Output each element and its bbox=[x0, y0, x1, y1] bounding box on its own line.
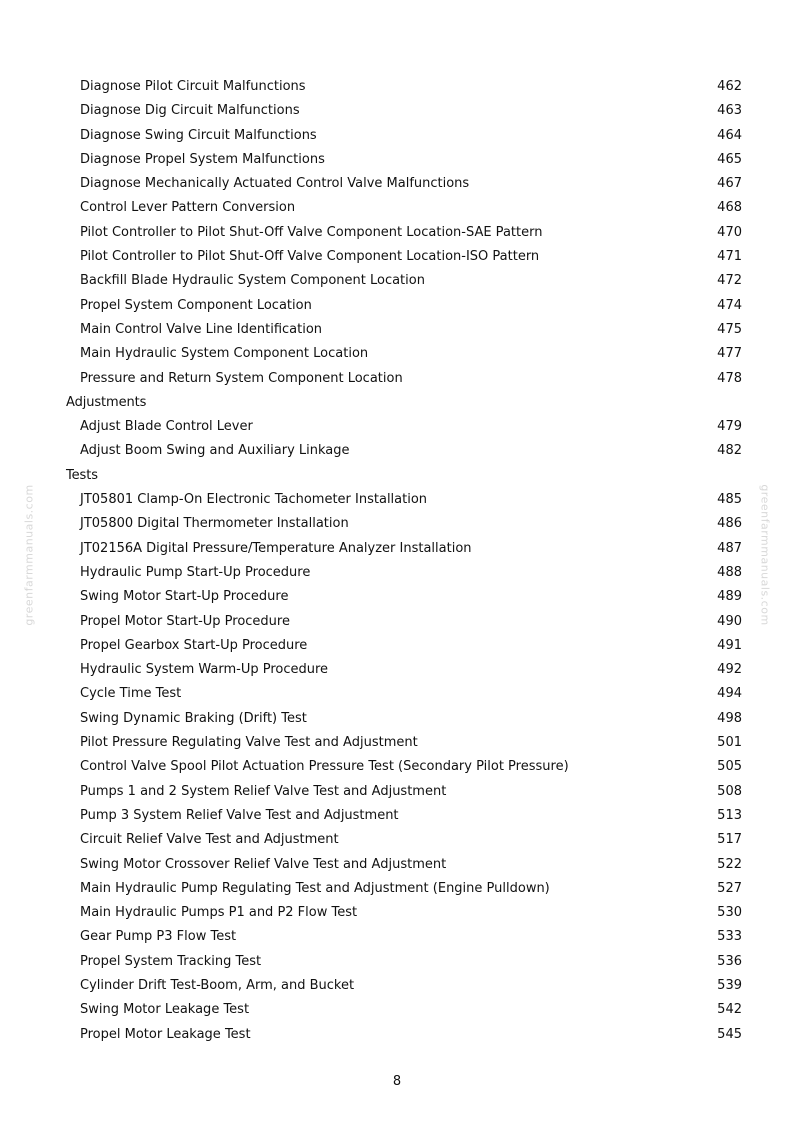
watermark-right: greenfarmmanuals.com bbox=[758, 484, 772, 626]
toc-entry-page: 488 bbox=[717, 564, 742, 580]
toc-entry-page: 498 bbox=[717, 710, 742, 726]
toc-entry-title: Diagnose Swing Circuit Malfunctions bbox=[80, 127, 317, 143]
toc-entry[interactable] bbox=[0, 196, 794, 220]
toc-entry[interactable] bbox=[0, 172, 794, 196]
toc-entry-title: Pumps 1 and 2 System Relief Valve Test and Adjustment bbox=[80, 783, 447, 799]
toc-entry-title: Cycle Time Test bbox=[80, 686, 182, 702]
toc-entry-page: 539 bbox=[717, 977, 742, 993]
toc-entry-title: Swing Motor Crossover Relief Valve Test and Adjustment bbox=[80, 856, 447, 872]
toc-entry[interactable] bbox=[0, 828, 794, 852]
toc-entry-page: 501 bbox=[717, 735, 742, 751]
table-of-contents bbox=[0, 75, 794, 1047]
toc-entry-title: Gear Pump P3 Flow Test bbox=[80, 929, 237, 945]
toc-entry-title: Diagnose Propel System Malfunctions bbox=[80, 151, 325, 167]
toc-entry[interactable] bbox=[0, 75, 794, 99]
toc-entry[interactable] bbox=[0, 901, 794, 925]
toc-entry-page: 522 bbox=[717, 856, 742, 872]
toc-entry-page: 468 bbox=[717, 200, 742, 216]
toc-entry[interactable] bbox=[0, 925, 794, 949]
page-number: 8 bbox=[392, 1074, 402, 1089]
toc-section-heading bbox=[0, 464, 794, 488]
toc-entry-title: Main Control Valve Line Identification bbox=[80, 321, 323, 337]
toc-entry-page: 462 bbox=[717, 79, 742, 94]
toc-entry[interactable] bbox=[0, 755, 794, 779]
toc-entry-title: Backfill Blade Hydraulic System Component Location bbox=[80, 273, 425, 289]
toc-entry-title: Cylinder Drift Test-Boom, Arm, and Bucket bbox=[80, 977, 355, 993]
toc-entry-title: Propel Motor Start-Up Procedure bbox=[80, 613, 290, 629]
toc-entry-page: 472 bbox=[717, 273, 742, 289]
toc-entry-title: Propel System Tracking Test bbox=[80, 953, 262, 969]
toc-entry[interactable] bbox=[0, 853, 794, 877]
toc-entry[interactable] bbox=[0, 974, 794, 998]
toc-entry[interactable] bbox=[0, 415, 794, 439]
toc-entry-title: Main Hydraulic System Component Location bbox=[80, 346, 369, 362]
toc-entry-page: 533 bbox=[717, 929, 742, 945]
toc-entry-title: Propel System Component Location bbox=[80, 297, 312, 313]
toc-entry[interactable] bbox=[0, 488, 794, 512]
toc-entry[interactable] bbox=[0, 561, 794, 585]
toc-entry[interactable] bbox=[0, 318, 794, 342]
toc-entry-title: Hydraulic Pump Start-Up Procedure bbox=[80, 564, 311, 580]
toc-entry[interactable] bbox=[0, 342, 794, 366]
toc-entry-page: 527 bbox=[717, 880, 742, 896]
toc-entry-title: Pilot Controller to Pilot Shut-Off Valve Component Location-SAE Pattern bbox=[80, 224, 543, 240]
toc-entry-page: 470 bbox=[717, 224, 742, 240]
toc-entry[interactable] bbox=[0, 731, 794, 755]
toc-entry-title: Hydraulic System Warm-Up Procedure bbox=[80, 662, 329, 678]
toc-entry[interactable] bbox=[0, 512, 794, 536]
toc-section-title: Tests bbox=[66, 467, 98, 483]
toc-entry[interactable] bbox=[0, 99, 794, 123]
toc-entry-title: Circuit Relief Valve Test and Adjustment bbox=[80, 832, 339, 848]
toc-entry-title: Swing Dynamic Braking (Drift) Test bbox=[80, 710, 307, 726]
toc-entry-title: Diagnose Mechanically Actuated Control Valve Malfunctions bbox=[80, 176, 470, 192]
toc-entry[interactable] bbox=[0, 439, 794, 463]
toc-entry-page: 513 bbox=[717, 807, 742, 823]
toc-entry-title: Swing Motor Start-Up Procedure bbox=[80, 589, 289, 605]
toc-entry-page: 465 bbox=[717, 151, 742, 167]
toc-entry-page: 474 bbox=[717, 297, 742, 313]
toc-entry-page: 536 bbox=[717, 953, 742, 969]
toc-entry[interactable] bbox=[0, 877, 794, 901]
toc-entry-title: Diagnose Dig Circuit Malfunctions bbox=[80, 103, 300, 119]
toc-entry[interactable] bbox=[0, 658, 794, 682]
toc-entry-title: Control Valve Spool Pilot Actuation Pressure Test (Secondary Pilot Pressure) bbox=[80, 759, 569, 775]
toc-entry-title: Pressure and Return System Component Location bbox=[80, 370, 403, 386]
toc-entry[interactable] bbox=[0, 682, 794, 706]
toc-entry[interactable] bbox=[0, 269, 794, 293]
toc-entry-page: 475 bbox=[717, 321, 742, 337]
toc-entry-page: 477 bbox=[717, 346, 742, 362]
toc-entry-page: 486 bbox=[717, 516, 742, 532]
toc-entry[interactable] bbox=[0, 245, 794, 269]
toc-entry-title: Diagnose Pilot Circuit Malfunctions bbox=[80, 79, 306, 94]
toc-entry-title: Pilot Pressure Regulating Valve Test and Adjustment bbox=[80, 735, 418, 751]
toc-entry[interactable] bbox=[0, 221, 794, 245]
toc-entry-page: 489 bbox=[717, 589, 742, 605]
toc-entry[interactable] bbox=[0, 950, 794, 974]
toc-entry-title: Propel Gearbox Start-Up Procedure bbox=[80, 637, 308, 653]
toc-entry-page: 542 bbox=[717, 1002, 742, 1018]
toc-entry[interactable] bbox=[0, 780, 794, 804]
toc-entry[interactable] bbox=[0, 707, 794, 731]
toc-entry-page: 487 bbox=[717, 540, 742, 556]
toc-entry[interactable] bbox=[0, 610, 794, 634]
toc-entry-title: JT05800 Digital Thermometer Installation bbox=[80, 516, 349, 532]
toc-entry-page: 491 bbox=[717, 637, 742, 653]
toc-entry[interactable] bbox=[0, 634, 794, 658]
toc-entry-title: Pilot Controller to Pilot Shut-Off Valve Component Location-ISO Pattern bbox=[80, 249, 540, 265]
toc-entry-page: 508 bbox=[717, 783, 742, 799]
toc-entry-page: 545 bbox=[717, 1026, 742, 1042]
toc-entry-page: 490 bbox=[717, 613, 742, 629]
toc-entry-title: Control Lever Pattern Conversion bbox=[80, 200, 296, 216]
toc-entry-title: Adjust Blade Control Lever bbox=[80, 419, 253, 435]
toc-entry-page: 479 bbox=[717, 419, 742, 435]
toc-entry[interactable] bbox=[0, 537, 794, 561]
toc-entry-title: Swing Motor Leakage Test bbox=[80, 1002, 250, 1018]
toc-entry-page: 464 bbox=[717, 127, 742, 143]
toc-entry[interactable] bbox=[0, 998, 794, 1022]
toc-entry-title: Main Hydraulic Pumps P1 and P2 Flow Test bbox=[80, 905, 358, 921]
toc-entry[interactable] bbox=[0, 124, 794, 148]
toc-entry-page: 494 bbox=[717, 686, 742, 702]
toc-entry-page: 463 bbox=[717, 103, 742, 119]
toc-entry[interactable] bbox=[0, 804, 794, 828]
toc-entry[interactable] bbox=[0, 585, 794, 609]
toc-entry-title: Adjust Boom Swing and Auxiliary Linkage bbox=[80, 443, 350, 459]
toc-entry-page: 517 bbox=[717, 832, 742, 848]
toc-entry-title: JT02156A Digital Pressure/Temperature Analyzer Installation bbox=[80, 540, 472, 556]
toc-entry-page: 482 bbox=[717, 443, 742, 459]
toc-entry[interactable] bbox=[0, 367, 794, 391]
toc-entry-page: 485 bbox=[717, 492, 742, 508]
toc-entry-title: JT05801 Clamp-On Electronic Tachometer Installation bbox=[80, 492, 428, 508]
toc-section-heading bbox=[0, 391, 794, 415]
toc-entry-page: 492 bbox=[717, 662, 742, 678]
toc-entry-page: 530 bbox=[717, 905, 742, 921]
toc-entry-title: Main Hydraulic Pump Regulating Test and Adjustment (Engine Pulldown) bbox=[80, 880, 550, 896]
toc-entry[interactable] bbox=[0, 148, 794, 172]
toc-entry-title: Pump 3 System Relief Valve Test and Adjustment bbox=[80, 807, 399, 823]
toc-entry[interactable] bbox=[0, 1023, 794, 1047]
toc-entry[interactable] bbox=[0, 294, 794, 318]
toc-entry-page: 478 bbox=[717, 370, 742, 386]
watermark-left: greenfarmmanuals.com bbox=[22, 484, 36, 626]
toc-entry-page: 505 bbox=[717, 759, 742, 775]
toc-entry-title: Propel Motor Leakage Test bbox=[80, 1026, 251, 1042]
toc-entry-page: 471 bbox=[717, 249, 742, 265]
toc-section-title: Adjustments bbox=[66, 394, 147, 410]
toc-entry-page: 467 bbox=[717, 176, 742, 192]
